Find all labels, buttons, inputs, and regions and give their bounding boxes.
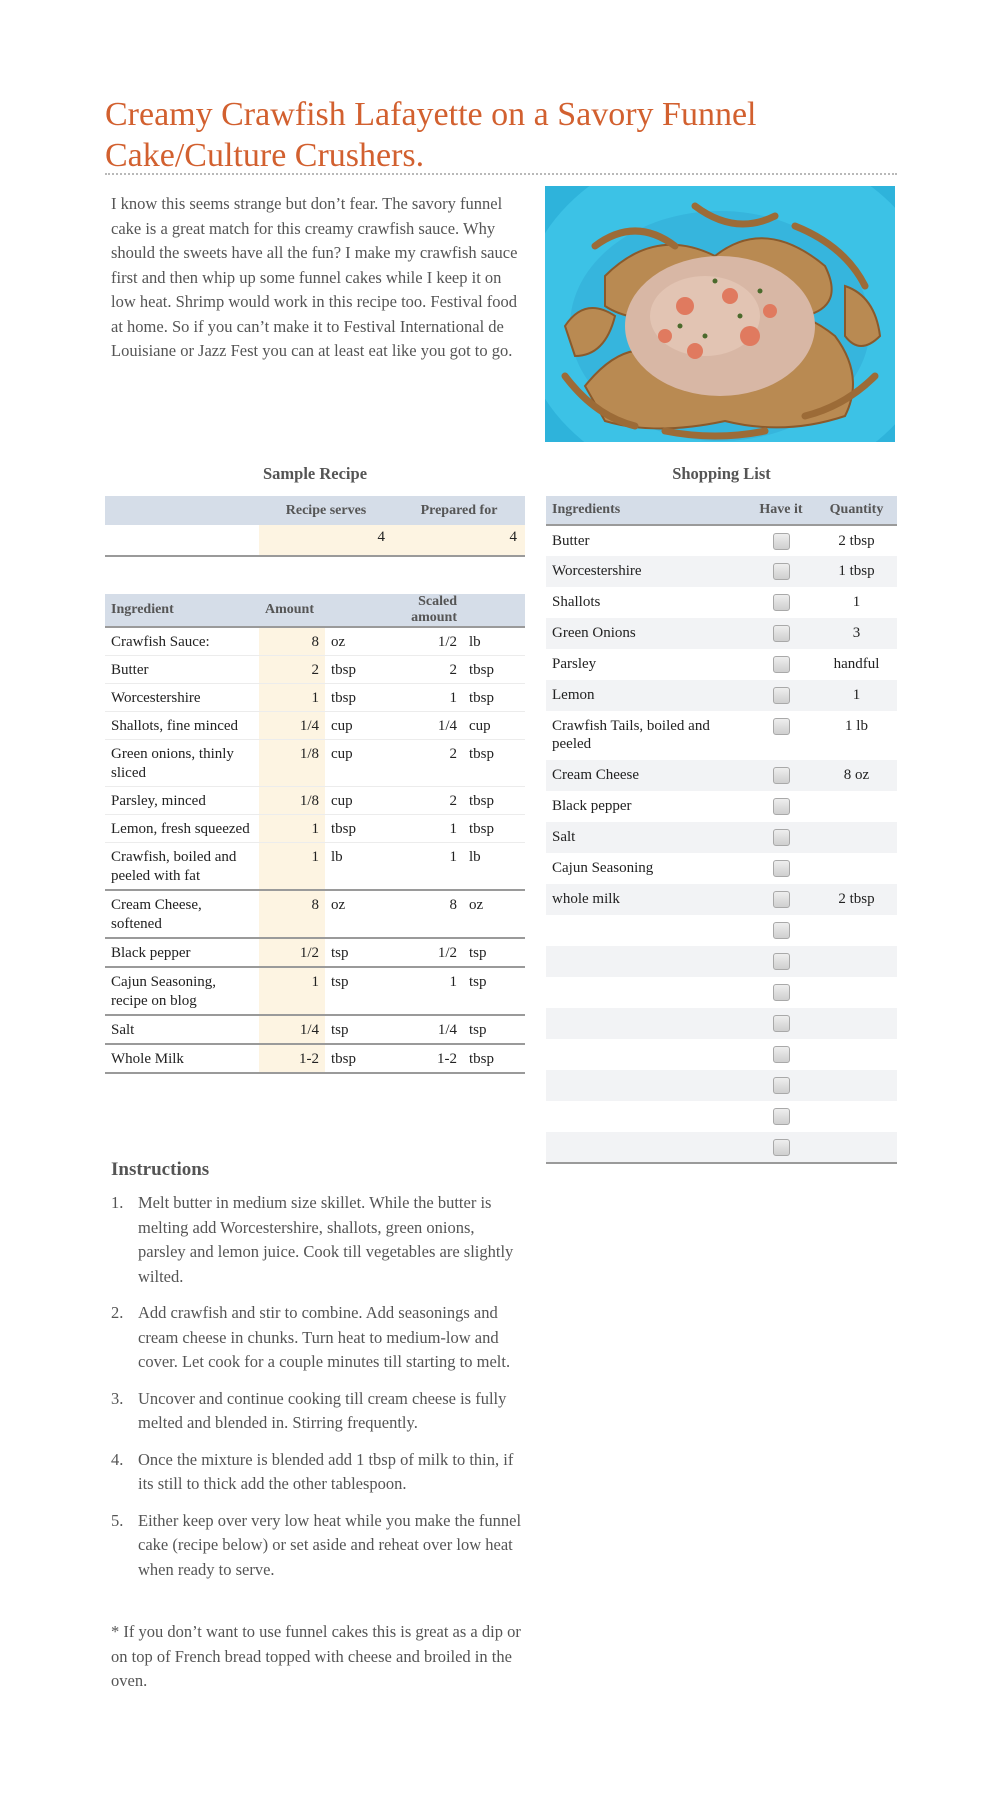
scaled-unit: tbsp <box>463 1044 525 1073</box>
shopping-item-name <box>546 977 746 1008</box>
ingredient-amount: 8 <box>259 890 325 938</box>
table-row <box>105 656 525 684</box>
ingredient-name: Crawfish Sauce: <box>105 627 259 656</box>
scaled-amount: 1/4 <box>383 712 463 740</box>
ingredient-amount: 1 <box>259 815 325 843</box>
shopping-item-quantity <box>816 853 897 884</box>
instructions-list <box>111 1191 525 1594</box>
recipe-photo <box>545 186 895 442</box>
ingredient-amount: 1/2 <box>259 938 325 967</box>
have-it-checkbox[interactable] <box>773 984 790 1001</box>
scaled-amount: 1/4 <box>383 1015 463 1044</box>
shopping-list-row <box>546 649 897 680</box>
scaled-unit: cup <box>463 712 525 740</box>
table-row <box>105 627 525 656</box>
instruction-step: 2. Add crawfish and stir to combine. Add seasonings and cream cheese in chunks. Turn heat to medium-low and cover. Let cook for a couple minutes till starting to melt. <box>111 1303 511 1371</box>
table-row <box>105 1044 525 1073</box>
recipe-serves-header: Recipe serves <box>259 496 393 525</box>
ingredient-name: Cream Cheese, softened <box>105 890 259 938</box>
shopping-list-row <box>546 791 897 822</box>
shopping-item-name: Green Onions <box>546 618 746 649</box>
shopping-item-name: Crawfish Tails, boiled and peeled <box>552 718 710 752</box>
have-it-checkbox[interactable] <box>773 953 790 970</box>
table-row <box>105 938 525 967</box>
ingredient-name: Salt <box>105 1015 259 1044</box>
shopping-list-row <box>546 946 897 977</box>
shopping-item-name <box>546 1070 746 1101</box>
shopping-list-row <box>546 760 897 791</box>
ingredient-amount: 1/8 <box>259 740 325 787</box>
sample-recipe-heading: Sample Recipe <box>262 464 368 483</box>
ingredient-amount: 1 <box>259 843 325 891</box>
scaled-unit: tbsp <box>463 684 525 712</box>
ingredient-name: Whole Milk <box>105 1044 259 1073</box>
ingredient-unit: tsp <box>325 967 383 1015</box>
table-row <box>105 740 525 787</box>
shopping-item-name <box>546 1101 746 1132</box>
ingredient-amount: 1/4 <box>259 1015 325 1044</box>
table-row <box>105 815 525 843</box>
ingredient-name: Worcestershire <box>105 684 259 712</box>
ingredient-amount: 1-2 <box>259 1044 325 1073</box>
table-row <box>105 967 525 1015</box>
ingredient-amount: 1 <box>259 684 325 712</box>
table-row <box>105 890 525 938</box>
ingredient-amount: 1/4 <box>259 712 325 740</box>
shopping-list-row <box>546 587 897 618</box>
ingredient-unit: oz <box>325 627 383 656</box>
shopping-item-quantity <box>816 1132 897 1163</box>
instruction-step: 1. Melt butter in medium size skillet. While the butter is melting add Worcestershire, shallots, green onions, parsley and lemon juice. Cook till vegetables are slightly wilted. <box>111 1193 514 1286</box>
have-it-checkbox[interactable] <box>773 718 790 735</box>
shopping-item-quantity: 8 oz <box>816 760 897 791</box>
table-row <box>105 684 525 712</box>
servings-table <box>105 496 525 557</box>
have-it-checkbox[interactable] <box>773 687 790 704</box>
ingredient-amount: 2 <box>259 656 325 684</box>
ingredient-amount: 8 <box>259 627 325 656</box>
shopping-list-row <box>546 915 897 946</box>
shopping-list-row <box>546 618 897 649</box>
shopping-item-quantity: 1 lb <box>845 718 868 734</box>
scaled-unit: tbsp <box>463 815 525 843</box>
shopping-item-name: Worcestershire <box>546 556 746 587</box>
ingredient-unit: tsp <box>325 938 383 967</box>
have-it-checkbox[interactable] <box>773 1108 790 1125</box>
ingredient-column-header: Ingredient <box>105 594 259 627</box>
table-row <box>105 1015 525 1044</box>
prepared-for-input[interactable]: 4 <box>393 525 525 556</box>
have-it-checkbox[interactable] <box>773 1015 790 1032</box>
shopping-list-row <box>546 1070 897 1101</box>
have-it-checkbox[interactable] <box>773 1046 790 1063</box>
shopping-item-quantity <box>816 946 897 977</box>
shopping-list-row <box>546 853 897 884</box>
title-divider <box>105 173 897 175</box>
ingredient-name: Shallots, fine minced <box>105 712 259 740</box>
have-it-checkbox[interactable] <box>773 922 790 939</box>
scaled-unit: tbsp <box>463 787 525 815</box>
shopping-item-quantity <box>816 1039 897 1070</box>
ingredient-unit: tsp <box>325 1015 383 1044</box>
scaled-amount: 1/2 <box>383 627 463 656</box>
intro-paragraph: I know this seems strange but don’t fear. The savory funnel cake is a great match for this creamy crawfish sauce. Why should the sweets have all the fun? I make my crawfish sauce first and then whip up some funnel cakes while I keep it on low heat. Shrimp would work in this recipe too. Festival food at home. So if you can’t make it to Festival International de Louisiane or Jazz Fest you can at least eat like you got to go. <box>111 194 518 360</box>
prepared-for-header: Prepared for <box>393 496 525 525</box>
recipe-serves-value: 4 <box>259 525 393 556</box>
ingredient-unit: tbsp <box>325 1044 383 1073</box>
ingredient-name: Green onions, thinly sliced <box>105 740 259 787</box>
shopping-list-row <box>546 556 897 587</box>
shopping-item-name <box>546 1132 746 1163</box>
scaled-amount: 1/2 <box>383 938 463 967</box>
ingredient-name: Parsley, minced <box>105 787 259 815</box>
recipe-title: Creamy Crawfish Lafayette on a Savory Funnel Cake/Culture Crushers. <box>105 96 757 174</box>
shopping-item-quantity: 2 tbsp <box>816 884 897 915</box>
shopping-item-name: Shallots <box>552 594 601 610</box>
scaled-amount: 1-2 <box>383 1044 463 1073</box>
shopping-list-row <box>546 1008 897 1039</box>
shopping-item-quantity <box>816 915 897 946</box>
scaled-amount: 1 <box>383 967 463 1015</box>
ingredient-unit: cup <box>325 712 383 740</box>
shopping-item-quantity <box>816 1070 897 1101</box>
shopping-item-quantity <box>816 977 897 1008</box>
scaled-amount: 2 <box>383 787 463 815</box>
shopping-item-quantity <box>816 791 897 822</box>
have-it-checkbox[interactable] <box>773 625 790 642</box>
have-it-checkbox[interactable] <box>773 563 790 580</box>
have-it-checkbox[interactable] <box>773 891 790 908</box>
have-it-checkbox[interactable] <box>773 767 790 784</box>
have-it-checkbox[interactable] <box>773 1139 790 1156</box>
shopping-list-row <box>546 1101 897 1132</box>
shopping-item-name: Lemon <box>546 680 746 711</box>
shopping-item-quantity: 1 tbsp <box>816 556 897 587</box>
shopping-item-quantity <box>816 1101 897 1132</box>
shopping-item-quantity: handful <box>833 656 880 672</box>
instruction-step: 3. Uncover and continue cooking till cream cheese is fully melted and blended in. Stirring frequently. <box>111 1388 507 1432</box>
shopping-list-row <box>546 525 897 556</box>
have-it-checkbox[interactable] <box>773 829 790 846</box>
shopping-item-quantity <box>816 1008 897 1039</box>
have-it-checkbox[interactable] <box>773 656 790 673</box>
ingredient-name: Black pepper <box>105 938 259 967</box>
shopping-item-quantity <box>816 822 897 853</box>
ingredient-unit: cup <box>325 787 383 815</box>
ingredient-name: Lemon, fresh squeezed <box>105 815 259 843</box>
table-row <box>105 843 525 891</box>
table-row <box>105 787 525 815</box>
shopping-item-name: Butter <box>552 533 590 549</box>
ingredient-unit: tbsp <box>325 815 383 843</box>
ingredient-amount: 1/8 <box>259 787 325 815</box>
ingredient-unit: oz <box>325 890 383 938</box>
scaled-unit: lb <box>463 627 525 656</box>
have-it-column-header: Have it <box>746 496 816 525</box>
ingredient-unit: lb <box>325 843 383 891</box>
ingredient-unit: cup <box>325 740 383 787</box>
ingredients-table <box>105 594 525 1074</box>
shopping-item-name <box>546 946 746 977</box>
ingredient-unit: tbsp <box>325 656 383 684</box>
shopping-list-heading: Shopping List <box>672 464 771 483</box>
scaled-unit: tbsp <box>463 740 525 787</box>
shopping-item-quantity: 1 <box>852 594 861 610</box>
scaled-amount: 2 <box>383 656 463 684</box>
scaled-unit: tsp <box>463 938 525 967</box>
shopping-list-row <box>546 884 897 915</box>
ingredient-unit: tbsp <box>325 684 383 712</box>
ingredient-amount: 1 <box>259 967 325 1015</box>
scaled-amount: 8 <box>383 890 463 938</box>
shopping-list-row <box>546 1132 897 1163</box>
scaled-unit: tsp <box>463 1015 525 1044</box>
have-it-checkbox[interactable] <box>773 1077 790 1094</box>
shopping-item-quantity: 2 tbsp <box>838 533 875 549</box>
have-it-checkbox[interactable] <box>773 798 790 815</box>
shopping-item-name <box>546 1039 746 1070</box>
amount-column-header: Amount <box>259 594 325 627</box>
have-it-checkbox[interactable] <box>773 594 790 611</box>
ingredients-column-header: Ingredients <box>546 496 746 525</box>
instruction-step: 5. Either keep over very low heat while you make the funnel cake (recipe below) or set aside and reheat over low heat when ready to serve. <box>111 1510 522 1579</box>
shopping-list-table <box>546 496 897 1164</box>
shopping-list-row <box>546 711 897 760</box>
instruction-step: 4. Once the mixture is blended add 1 tbsp of milk to thin, if its still to thick add the other tablespoon. <box>111 1449 514 1493</box>
shopping-item-name: Cajun Seasoning <box>552 860 654 876</box>
have-it-checkbox[interactable] <box>773 860 790 877</box>
shopping-item-name: Cream Cheese <box>546 760 746 791</box>
shopping-item-name <box>546 915 746 946</box>
shopping-item-name <box>546 1008 746 1039</box>
scaled-unit: lb <box>463 843 525 891</box>
table-row <box>105 712 525 740</box>
shopping-item-name: Black pepper <box>552 798 632 814</box>
ingredient-name: Butter <box>105 656 259 684</box>
footnote: * If you don’t want to use funnel cakes this is great as a dip or on top of French bread topped with cheese and broiled in the oven. <box>111 1622 521 1690</box>
shopping-item-name: Salt <box>546 822 746 853</box>
shopping-item-name: whole milk <box>546 884 746 915</box>
scaled-amount-column-header: Scaled amount <box>383 594 463 627</box>
shopping-list-row <box>546 1039 897 1070</box>
shopping-item-quantity: 3 <box>816 618 897 649</box>
shopping-list-row <box>546 822 897 853</box>
ingredient-name: Crawfish, boiled and peeled with fat <box>105 843 259 891</box>
shopping-list-row <box>546 680 897 711</box>
quantity-column-header: Quantity <box>816 496 897 525</box>
scaled-amount: 2 <box>383 740 463 787</box>
scaled-unit: oz <box>463 890 525 938</box>
ingredient-name: Cajun Seasoning, recipe on blog <box>105 967 259 1015</box>
scaled-amount: 1 <box>383 684 463 712</box>
have-it-checkbox[interactable] <box>773 533 790 550</box>
scaled-unit: tbsp <box>463 656 525 684</box>
scaled-unit: tsp <box>463 967 525 1015</box>
shopping-item-quantity: 1 <box>816 680 897 711</box>
shopping-item-name: Parsley <box>552 656 597 672</box>
scaled-amount: 1 <box>383 843 463 891</box>
shopping-list-row <box>546 977 897 1008</box>
instructions-heading: Instructions <box>111 1159 210 1180</box>
scaled-amount: 1 <box>383 815 463 843</box>
